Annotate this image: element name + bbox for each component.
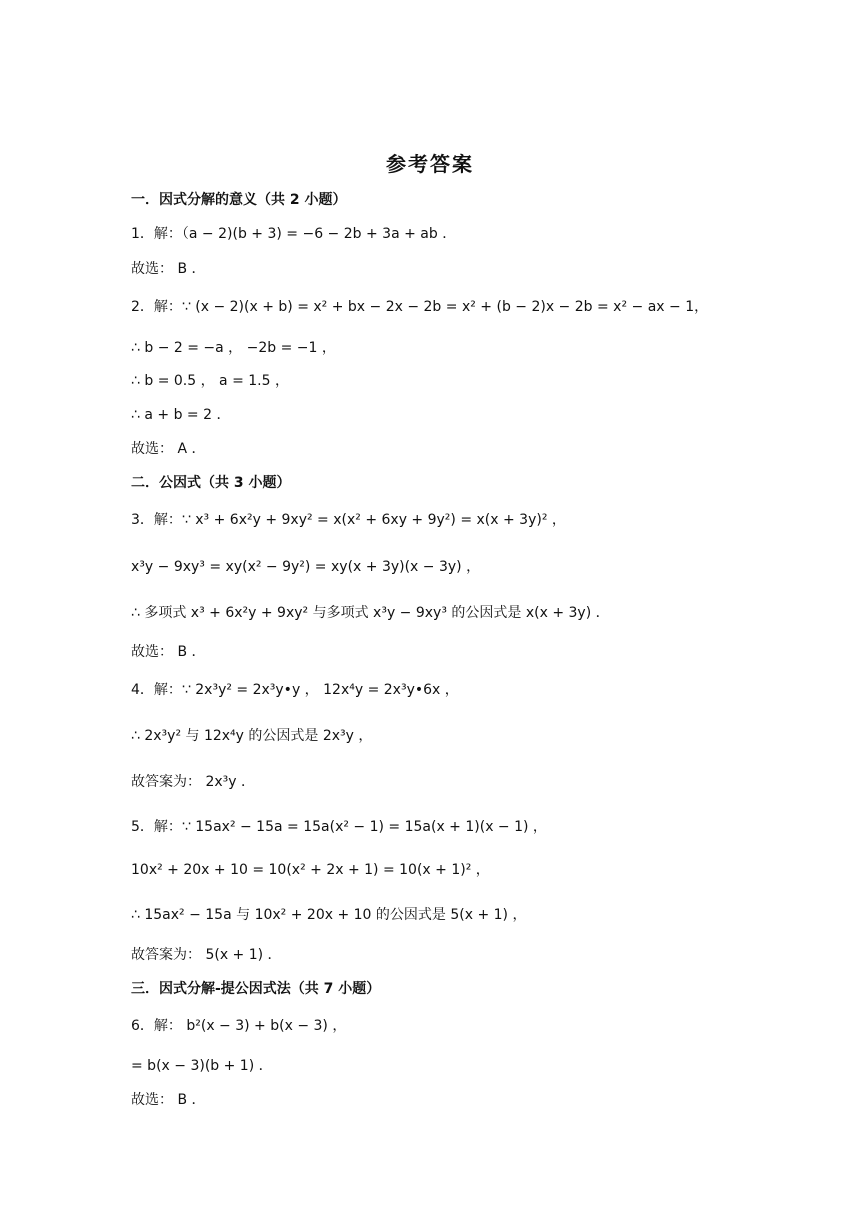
- answer-line: 2．解：∵ (x − 2)(x + b) = x² + bx − 2x − 2b = x² + (b − 2)x − 2b = x² − ax − 1，: [131, 299, 709, 315]
- answer-line: 4．解：∵ 2x³y² = 2x³y•y ， 12x⁴y = 2x³y•6x ，: [131, 682, 459, 698]
- answer-line: 故选： B ．: [131, 261, 206, 277]
- answer-line: 5．解：∵ 15ax² − 15a = 15a(x² − 1) = 15a(x + 1)(x − 1) ，: [131, 819, 547, 835]
- answer-line: 故答案为： 2x³y ．: [131, 774, 255, 790]
- answer-line: 故选： B ．: [131, 644, 206, 660]
- answer-line: ∴ b = 0.5 ， a = 1.5 ，: [131, 373, 289, 389]
- answer-line: 故选： A ．: [131, 441, 206, 457]
- answer-line: 6．解： b²(x − 3) + b(x − 3) ，: [131, 1018, 347, 1034]
- answer-line: 1．解：（a − 2)(b + 3) = −6 − 2b + 3a + ab ．: [131, 226, 457, 242]
- page-title: 参考答案: [386, 152, 474, 176]
- answer-line: 10x² + 20x + 10 = 10(x² + 2x + 1) = 10(x + 1)² ，: [131, 862, 490, 878]
- section-heading-1: 一．因式分解的意义（共 2 小题）: [131, 192, 347, 208]
- answer-line: = b(x − 3)(b + 1) ．: [131, 1058, 273, 1074]
- answer-line: ∴ a + b = 2 ．: [131, 407, 231, 423]
- answer-line: ∴ 多项式 x³ + 6x²y + 9xy² 与多项式 x³y − 9xy³ 的公因式是 x(x + 3y) ．: [131, 605, 610, 621]
- section-heading-2: 二．公因式（共 3 小题）: [131, 475, 291, 491]
- answer-line: ∴ b − 2 = −a ， −2b = −1 ，: [131, 340, 336, 356]
- section-heading-3: 三．因式分解-提公因式法（共 7 小题）: [131, 981, 381, 997]
- answer-line: x³y − 9xy³ = xy(x² − 9y²) = xy(x + 3y)(x − 3y) ，: [131, 559, 481, 575]
- answer-line: 故答案为： 5(x + 1) ．: [131, 947, 282, 963]
- answer-line: 3．解：∵ x³ + 6x²y + 9xy² = x(x² + 6xy + 9y²) = x(x + 3y)² ，: [131, 512, 566, 528]
- answer-line: ∴ 2x³y² 与 12x⁴y 的公因式是 2x³y ，: [131, 728, 373, 744]
- answer-line: 故选： B ．: [131, 1092, 206, 1108]
- answer-line: ∴ 15ax² − 15a 与 10x² + 20x + 10 的公因式是 5(x + 1) ，: [131, 907, 527, 923]
